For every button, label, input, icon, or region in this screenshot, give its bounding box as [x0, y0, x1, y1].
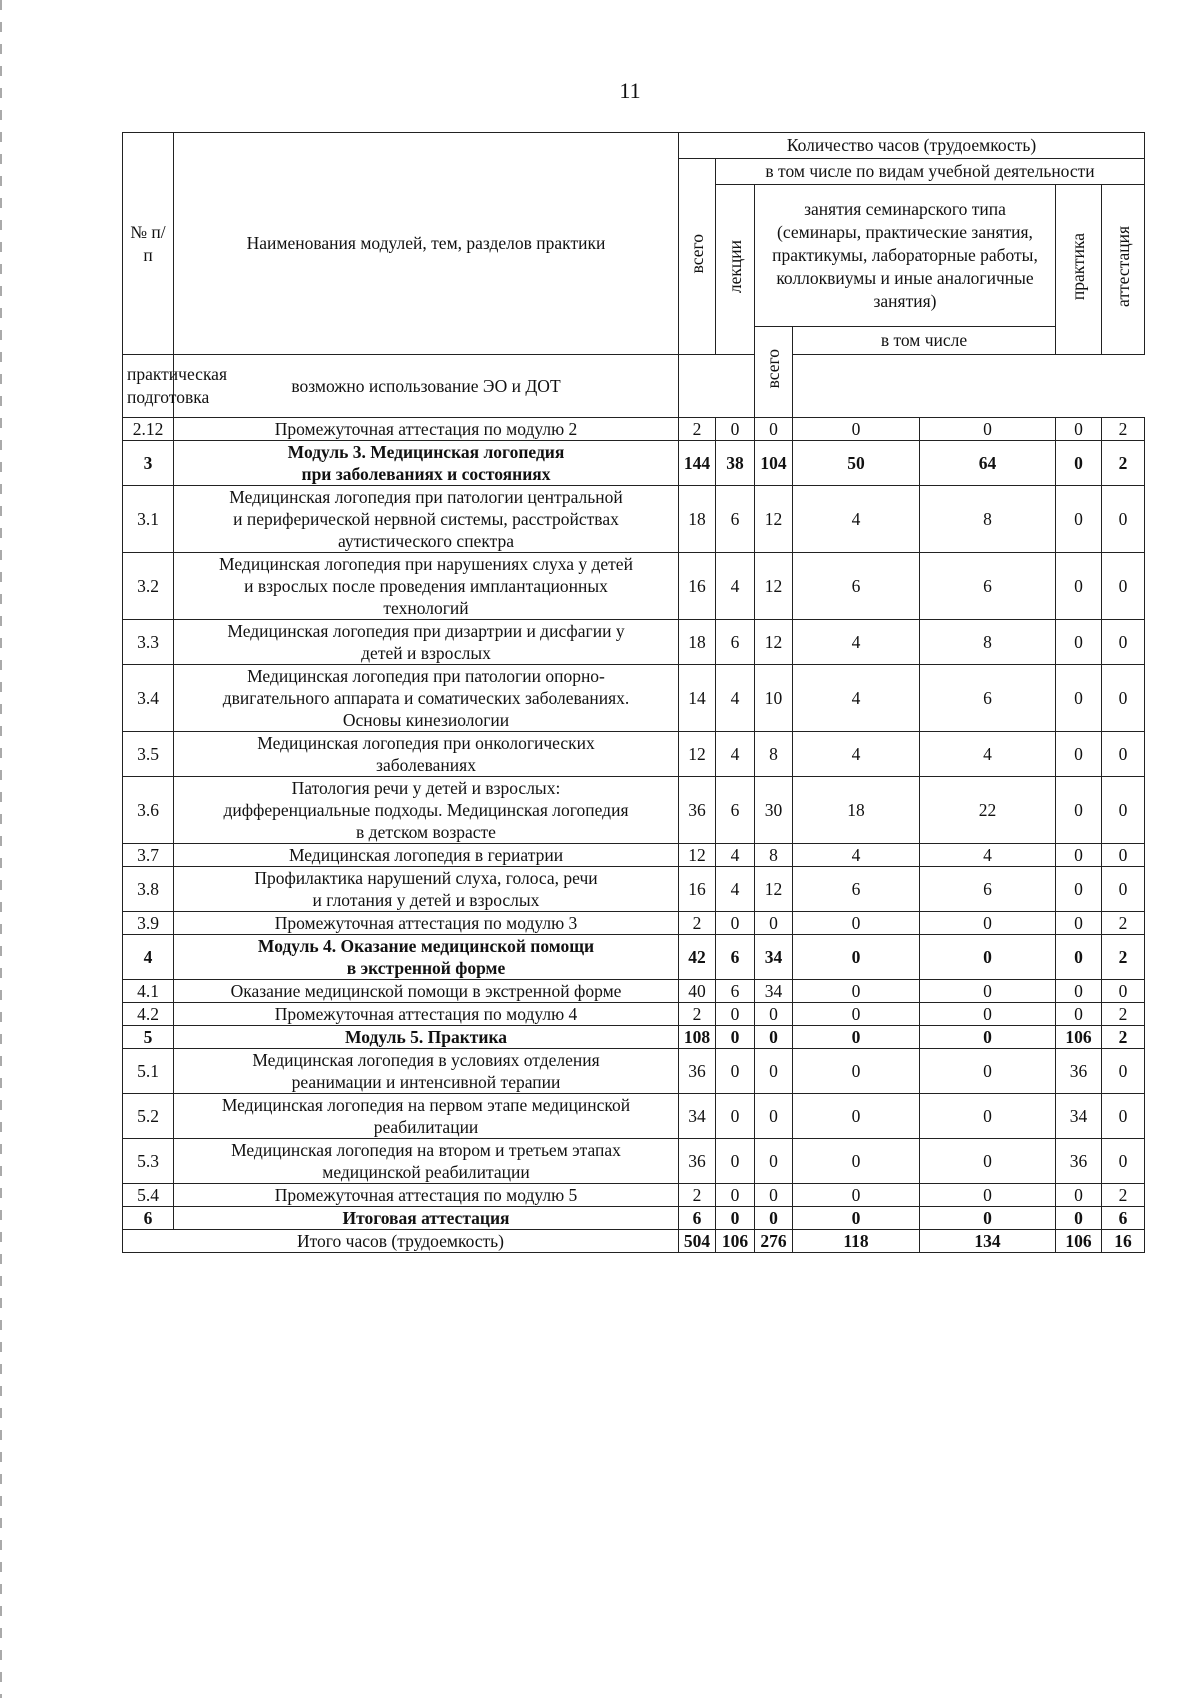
- cell-att: 2: [1102, 935, 1145, 980]
- header-practical-training: практическая подготовка: [123, 355, 174, 418]
- row-title-line: Промежуточная аттестация по модулю 3: [274, 913, 578, 933]
- cell-eo: 8: [920, 486, 1056, 553]
- row-title: [174, 912, 679, 935]
- cell-eo: 6: [920, 665, 1056, 732]
- table-row: [123, 1184, 1145, 1207]
- header-seminar-total-label: всего: [763, 349, 783, 389]
- header-incl: в том числе: [793, 327, 1056, 355]
- cell-att: 0: [1102, 486, 1145, 553]
- row-number: 3.8: [123, 867, 174, 912]
- module-row: [123, 1026, 1145, 1049]
- row-title-line: Оказание медицинской помощи в экстренной форме: [230, 981, 622, 1001]
- cell-total: 34: [679, 1094, 716, 1139]
- cell-practice: 36: [1056, 1049, 1102, 1094]
- cell-sem: 0: [755, 1094, 793, 1139]
- cell-eo: 0: [920, 1139, 1056, 1184]
- cell-practice: 0: [1056, 777, 1102, 844]
- row-title: [174, 1207, 679, 1230]
- row-title: [174, 935, 679, 980]
- cell-att: 0: [1102, 1094, 1145, 1139]
- table-row: [123, 1049, 1145, 1094]
- cell-practice: 0: [1056, 1207, 1102, 1230]
- cell-total: 2: [679, 1184, 716, 1207]
- module-row: [123, 1207, 1145, 1230]
- table-header: [123, 133, 1145, 418]
- table-row: [123, 665, 1145, 732]
- row-title: [174, 867, 679, 912]
- cell-att: 2: [1102, 441, 1145, 486]
- cell-practice: 0: [1056, 486, 1102, 553]
- cell-total: 108: [679, 1026, 716, 1049]
- cell-practice: 36: [1056, 1139, 1102, 1184]
- cell-practice: 0: [1056, 1184, 1102, 1207]
- cell-prac-train: 0: [793, 1026, 920, 1049]
- cell-sem: 12: [755, 620, 793, 665]
- row-title-line: реабилитации: [373, 1117, 479, 1137]
- table-row: [123, 620, 1145, 665]
- table-row: [123, 1139, 1145, 1184]
- row-title-line: Медицинская логопедия при онкологических: [257, 733, 595, 753]
- cell-att: 2: [1102, 912, 1145, 935]
- cell-practice: 0: [1056, 980, 1102, 1003]
- cell-att: 0: [1102, 732, 1145, 777]
- row-number: 3.9: [123, 912, 174, 935]
- cell-eo: 0: [920, 1184, 1056, 1207]
- cell-att: 2: [1102, 1026, 1145, 1049]
- cell-eo: 0: [920, 1207, 1056, 1230]
- row-title-line: Модуль 4. Оказание медицинской помощи: [257, 936, 595, 956]
- row-number: 3.5: [123, 732, 174, 777]
- row-title-line: Профилактика нарушений слуха, голоса, речи: [254, 868, 598, 888]
- cell-prac-train: 4: [793, 486, 920, 553]
- row-title-line: Медицинская логопедия на втором и третьем этапах: [231, 1140, 621, 1160]
- table-body: [123, 418, 1145, 1253]
- cell-lectures: 4: [716, 867, 755, 912]
- cell-att: 0: [1102, 980, 1145, 1003]
- header-lectures: [716, 185, 755, 355]
- header-practice-label: практика: [1068, 232, 1088, 301]
- cell-practice: 106: [1056, 1026, 1102, 1049]
- row-title-line: Модуль 3. Медицинская логопедия: [287, 442, 565, 462]
- table-row: [123, 844, 1145, 867]
- cell-sem: 0: [755, 1003, 793, 1026]
- cell-prac-train: 18: [793, 777, 920, 844]
- cell-att: 2: [1102, 1003, 1145, 1026]
- cell-sem: 0: [755, 1049, 793, 1094]
- cell-practice: 34: [1056, 1094, 1102, 1139]
- cell-sem: 0: [755, 1184, 793, 1207]
- total-att: 16: [1102, 1230, 1145, 1253]
- cell-att: 0: [1102, 553, 1145, 620]
- row-title: [174, 1184, 679, 1207]
- row-title-line: Промежуточная аттестация по модулю 2: [274, 419, 578, 439]
- cell-sem: 34: [755, 980, 793, 1003]
- row-number: 3.4: [123, 665, 174, 732]
- cell-prac-train: 4: [793, 732, 920, 777]
- cell-att: 0: [1102, 620, 1145, 665]
- cell-total: 18: [679, 620, 716, 665]
- cell-total: 2: [679, 912, 716, 935]
- cell-practice: 0: [1056, 418, 1102, 441]
- row-title-line: Основы кинезиологии: [342, 710, 510, 730]
- row-number: 2.12: [123, 418, 174, 441]
- cell-att: 0: [1102, 777, 1145, 844]
- total-lectures: 106: [716, 1230, 755, 1253]
- header-seminar: занятия семинарского типа (семинары, практические занятия, практикумы, лабораторные работы, коллоквиумы и иные аналогичные занятия): [755, 185, 1056, 327]
- row-title-line: и периферической нервной системы, расстройствах: [233, 509, 619, 529]
- cell-total: 36: [679, 1139, 716, 1184]
- row-title: [174, 777, 679, 844]
- cell-lectures: 6: [716, 777, 755, 844]
- table-row: [123, 1094, 1145, 1139]
- row-title-line: реанимации и интенсивной терапии: [291, 1072, 561, 1092]
- row-title: [174, 553, 679, 620]
- cell-eo: 8: [920, 620, 1056, 665]
- cell-sem: 12: [755, 486, 793, 553]
- cell-prac-train: 0: [793, 418, 920, 441]
- page-number: 11: [619, 78, 641, 103]
- scan-edge-mark: [0, 0, 2, 1698]
- cell-lectures: 4: [716, 844, 755, 867]
- header-num: № п/п: [123, 133, 174, 355]
- cell-prac-train: 0: [793, 980, 920, 1003]
- cell-prac-train: 0: [793, 1049, 920, 1094]
- cell-att: 0: [1102, 867, 1145, 912]
- cell-lectures: 0: [716, 1026, 755, 1049]
- row-number: 3: [123, 441, 174, 486]
- cell-sem: 0: [755, 1139, 793, 1184]
- row-title-line: Медицинская логопедия при патологии центральной: [229, 487, 623, 507]
- cell-sem: 10: [755, 665, 793, 732]
- cell-sem: 34: [755, 935, 793, 980]
- header-seminar-total: [755, 327, 793, 418]
- cell-lectures: 0: [716, 1184, 755, 1207]
- cell-total: 40: [679, 980, 716, 1003]
- row-title-line: в экстренной форме: [346, 958, 506, 978]
- cell-prac-train: 4: [793, 620, 920, 665]
- row-title: [174, 1139, 679, 1184]
- cell-lectures: 0: [716, 1139, 755, 1184]
- cell-total: 16: [679, 553, 716, 620]
- cell-att: 0: [1102, 1139, 1145, 1184]
- row-number: 3.2: [123, 553, 174, 620]
- row-title-line: при заболеваниях и состояниях: [301, 464, 551, 484]
- total-sem: 276: [755, 1230, 793, 1253]
- row-title: [174, 732, 679, 777]
- header-total-label: всего: [686, 233, 707, 274]
- cell-lectures: 6: [716, 935, 755, 980]
- total-practice: 106: [1056, 1230, 1102, 1253]
- cell-lectures: 38: [716, 441, 755, 486]
- cell-sem: 0: [755, 1026, 793, 1049]
- cell-sem: 0: [755, 418, 793, 441]
- cell-prac-train: 4: [793, 844, 920, 867]
- row-title: [174, 418, 679, 441]
- row-title-line: и глотания у детей и взрослых: [312, 890, 540, 910]
- cell-prac-train: 0: [793, 1094, 920, 1139]
- table-row: [123, 553, 1145, 620]
- row-title-line: Медицинская логопедия в условиях отделения: [252, 1050, 600, 1070]
- row-title-line: Медицинская логопедия при нарушениях слуха у детей: [219, 554, 633, 574]
- header-incl-types: в том числе по видам учебной деятельности: [716, 159, 1145, 185]
- cell-total: 16: [679, 867, 716, 912]
- cell-eo: 0: [920, 1094, 1056, 1139]
- row-title-line: детей и взрослых: [361, 643, 491, 663]
- cell-lectures: 6: [716, 980, 755, 1003]
- cell-eo: 22: [920, 777, 1056, 844]
- cell-lectures: 0: [716, 1094, 755, 1139]
- row-number: 5: [123, 1026, 174, 1049]
- cell-lectures: 6: [716, 620, 755, 665]
- row-number: 5.2: [123, 1094, 174, 1139]
- total-eo: 134: [920, 1230, 1056, 1253]
- cell-total: 42: [679, 935, 716, 980]
- table-row: [123, 980, 1145, 1003]
- row-number: 5.4: [123, 1184, 174, 1207]
- cell-total: 144: [679, 441, 716, 486]
- cell-lectures: 0: [716, 1207, 755, 1230]
- totals-row: [123, 1230, 1145, 1253]
- total-total: 504: [679, 1230, 716, 1253]
- cell-lectures: 6: [716, 486, 755, 553]
- cell-practice: 0: [1056, 620, 1102, 665]
- cell-total: 36: [679, 1049, 716, 1094]
- table-row: [123, 486, 1145, 553]
- row-title-line: заболеваниях: [376, 755, 476, 775]
- cell-eo: 0: [920, 980, 1056, 1003]
- row-title-line: Итоговая аттестация: [342, 1208, 510, 1228]
- header-name: Наименования модулей, тем, разделов практики: [174, 133, 679, 355]
- row-title-line: Медицинская логопедия в гериатрии: [288, 845, 564, 865]
- cell-practice: 0: [1056, 935, 1102, 980]
- row-title: [174, 1003, 679, 1026]
- row-title: [174, 620, 679, 665]
- cell-total: 36: [679, 777, 716, 844]
- cell-eo: 0: [920, 1003, 1056, 1026]
- row-title-line: дифференциальные подходы. Медицинская логопедия: [223, 800, 629, 820]
- cell-sem: 12: [755, 553, 793, 620]
- cell-sem: 12: [755, 867, 793, 912]
- cell-lectures: 4: [716, 665, 755, 732]
- header-practice: [1056, 185, 1102, 355]
- cell-sem: 8: [755, 844, 793, 867]
- cell-lectures: 4: [716, 732, 755, 777]
- row-title-line: Медицинская логопедия на первом этапе медицинской: [221, 1095, 631, 1115]
- cell-eo: 0: [920, 912, 1056, 935]
- header-distance-learning: возможно использование ЭО и ДОТ: [174, 355, 679, 418]
- cell-att: 0: [1102, 665, 1145, 732]
- header-hours: Количество часов (трудоемкость): [679, 133, 1145, 159]
- cell-eo: 64: [920, 441, 1056, 486]
- cell-prac-train: 6: [793, 867, 920, 912]
- totals-label: Итого часов (трудоемкость): [123, 1230, 679, 1253]
- cell-sem: 104: [755, 441, 793, 486]
- row-title-line: и взрослых после проведения имплантационных: [244, 576, 608, 596]
- row-title: [174, 486, 679, 553]
- row-title: [174, 844, 679, 867]
- cell-lectures: 0: [716, 418, 755, 441]
- cell-total: 12: [679, 732, 716, 777]
- row-number: 3.3: [123, 620, 174, 665]
- cell-total: 18: [679, 486, 716, 553]
- row-title-line: Модуль 5. Практика: [344, 1027, 508, 1047]
- row-title-line: двигательного аппарата и соматических заболеваниях.: [222, 688, 630, 708]
- cell-practice: 0: [1056, 441, 1102, 486]
- cell-practice: 0: [1056, 732, 1102, 777]
- row-number: 3.7: [123, 844, 174, 867]
- header-attestation: [1102, 185, 1145, 355]
- row-title-line: Промежуточная аттестация по модулю 4: [274, 1004, 578, 1024]
- cell-prac-train: 0: [793, 1184, 920, 1207]
- cell-practice: 0: [1056, 912, 1102, 935]
- cell-eo: 0: [920, 1026, 1056, 1049]
- row-number: 5.1: [123, 1049, 174, 1094]
- cell-att: 2: [1102, 1184, 1145, 1207]
- cell-att: 0: [1102, 844, 1145, 867]
- cell-eo: 6: [920, 553, 1056, 620]
- cell-practice: 0: [1056, 665, 1102, 732]
- row-title-line: медицинской реабилитации: [322, 1162, 530, 1182]
- row-title-line: в детском возрасте: [356, 822, 496, 842]
- cell-prac-train: 0: [793, 1207, 920, 1230]
- table-row: [123, 418, 1145, 441]
- table-row: [123, 732, 1145, 777]
- cell-prac-train: 50: [793, 441, 920, 486]
- row-title: [174, 665, 679, 732]
- cell-practice: 0: [1056, 844, 1102, 867]
- cell-lectures: 4: [716, 553, 755, 620]
- table-row: [123, 1003, 1145, 1026]
- cell-practice: 0: [1056, 867, 1102, 912]
- cell-sem: 0: [755, 912, 793, 935]
- row-title-line: Медицинская логопедия при дизартрии и дисфагии у: [227, 621, 625, 641]
- row-number: 4.1: [123, 980, 174, 1003]
- cell-sem: 0: [755, 1207, 793, 1230]
- cell-prac-train: 0: [793, 912, 920, 935]
- header-total: [679, 159, 716, 355]
- cell-att: 0: [1102, 1049, 1145, 1094]
- cell-total: 6: [679, 1207, 716, 1230]
- row-number: 3.1: [123, 486, 174, 553]
- row-number: 5.3: [123, 1139, 174, 1184]
- cell-prac-train: 0: [793, 1139, 920, 1184]
- cell-att: 6: [1102, 1207, 1145, 1230]
- row-number: 6: [123, 1207, 174, 1230]
- row-title-line: технологий: [383, 598, 469, 618]
- total-prac-train: 118: [793, 1230, 920, 1253]
- cell-eo: 6: [920, 867, 1056, 912]
- cell-eo: 4: [920, 844, 1056, 867]
- module-row: [123, 935, 1145, 980]
- row-title-line: Промежуточная аттестация по модулю 5: [274, 1185, 578, 1205]
- cell-practice: 0: [1056, 1003, 1102, 1026]
- row-title: [174, 1094, 679, 1139]
- cell-total: 12: [679, 844, 716, 867]
- cell-sem: 30: [755, 777, 793, 844]
- cell-lectures: 0: [716, 912, 755, 935]
- header-lectures-label: лекции: [724, 239, 745, 294]
- cell-prac-train: 4: [793, 665, 920, 732]
- cell-eo: 0: [920, 418, 1056, 441]
- cell-prac-train: 0: [793, 935, 920, 980]
- table-row: [123, 867, 1145, 912]
- cell-prac-train: 0: [793, 1003, 920, 1026]
- row-title: [174, 1049, 679, 1094]
- row-number: 4: [123, 935, 174, 980]
- cell-lectures: 0: [716, 1049, 755, 1094]
- curriculum-table: [122, 132, 1145, 1253]
- cell-att: 2: [1102, 418, 1145, 441]
- row-title-line: Медицинская логопедия при патологии опорно-: [247, 666, 605, 686]
- cell-practice: 0: [1056, 553, 1102, 620]
- cell-prac-train: 6: [793, 553, 920, 620]
- row-title: [174, 441, 679, 486]
- cell-total: 2: [679, 1003, 716, 1026]
- cell-sem: 8: [755, 732, 793, 777]
- cell-lectures: 0: [716, 1003, 755, 1026]
- module-row: [123, 441, 1145, 486]
- header-attestation-label: аттестация: [1112, 226, 1133, 307]
- cell-eo: 0: [920, 935, 1056, 980]
- row-number: 4.2: [123, 1003, 174, 1026]
- table-row: [123, 777, 1145, 844]
- row-title: [174, 1026, 679, 1049]
- cell-total: 14: [679, 665, 716, 732]
- row-number: 3.6: [123, 777, 174, 844]
- cell-total: 2: [679, 418, 716, 441]
- cell-eo: 0: [920, 1049, 1056, 1094]
- cell-eo: 4: [920, 732, 1056, 777]
- table-row: [123, 912, 1145, 935]
- row-title-line: аутистического спектра: [338, 531, 514, 551]
- row-title-line: Патология речи у детей и взрослых:: [291, 778, 561, 798]
- row-title: [174, 980, 679, 1003]
